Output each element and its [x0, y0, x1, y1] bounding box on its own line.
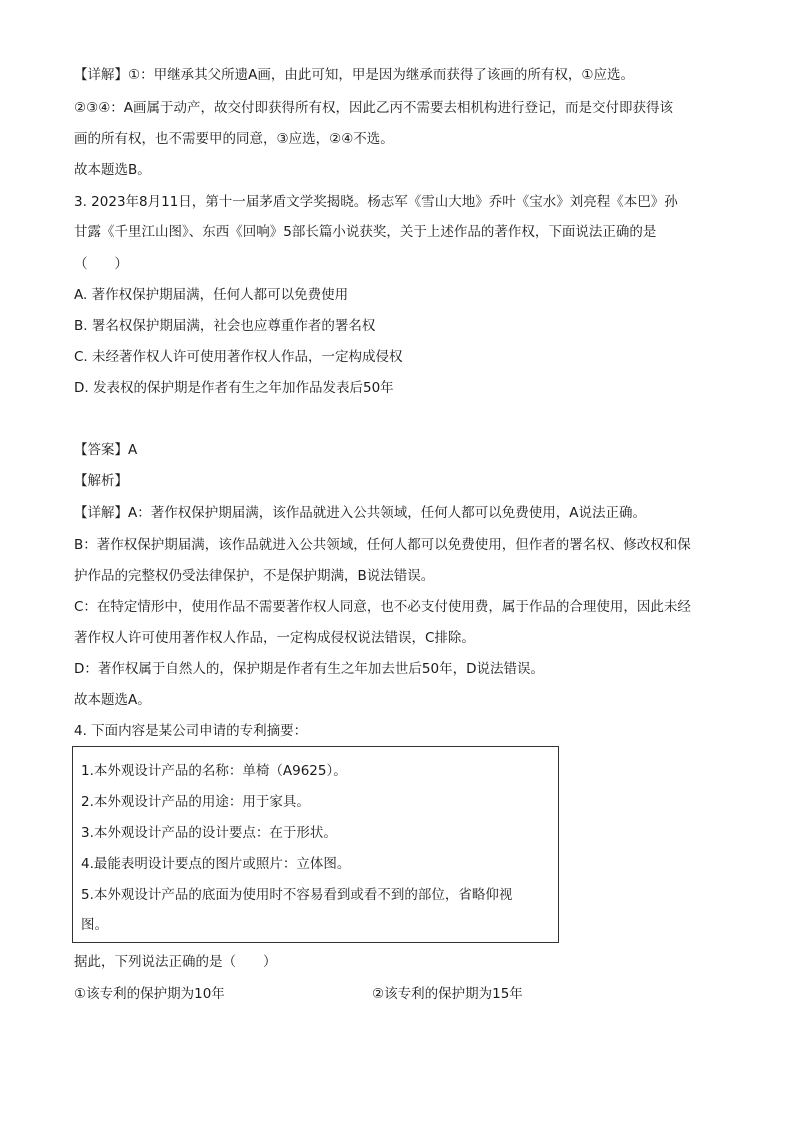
- q3-option-d: D. 发表权的保护期是作者有生之年加作品发表后50年: [74, 380, 394, 396]
- q3-bracket: （ ）: [74, 256, 128, 272]
- q3-stem-2: 甘露《千里江山图》、东西《回响》5部长篇小说获奖，关于上述作品的著作权，下面说法正确的是: [74, 224, 657, 240]
- q3-analysis: 【解析】: [74, 473, 128, 489]
- box-item-5b: 图。: [81, 917, 108, 933]
- q3-detail-4: D：著作权属于自然人的，保护期是作者有生之年加去世后50年，D说法错误。: [74, 661, 544, 677]
- q4-choice-1: ①该专利的保护期为10年: [74, 986, 225, 1002]
- q4-stem: 4. 下面内容是某公司申请的专利摘要：: [74, 723, 308, 739]
- prev-conclusion: 故本题选B。: [74, 162, 151, 178]
- q4-prompt: 据此，下列说法正确的是（ ）: [74, 954, 277, 970]
- prev-detail-1: 【详解】①：甲继承其父所遗A画，由此可知，甲是因为继承而获得了该画的所有权，①应选。: [74, 67, 634, 83]
- q3-option-c: C. 未经著作权人许可使用著作权人作品，一定构成侵权: [74, 349, 403, 365]
- q3-option-b: B. 署名权保护期届满，社会也应尊重作者的署名权: [74, 318, 376, 334]
- q3-detail-1: 【详解】A：著作权保护期届满，该作品就进入公共领域，任何人都可以免费使用，A说法正确。: [74, 505, 646, 521]
- box-item-3: 3.本外观设计产品的设计要点：在于形状。: [81, 825, 337, 841]
- q3-detail-2b: 护作品的完整权仍受法律保护，不是保护期满，B说法错误。: [74, 568, 435, 584]
- q3-conclusion: 故本题选A。: [74, 692, 151, 708]
- box-item-2: 2.本外观设计产品的用途：用于家具。: [81, 794, 310, 810]
- q3-detail-3b: 著作权人许可使用著作权人作品，一定构成侵权说法错误，C排除。: [74, 630, 475, 646]
- q3-detail-3a: C：在特定情形中，使用作品不需要著作权人同意，也不必支付使用费，属于作品的合理使用，因此未经: [74, 599, 691, 615]
- q3-detail-2a: B：著作权保护期届满，该作品就进入公共领域，任何人都可以免费使用，但作者的署名权、修改权和保: [74, 537, 691, 553]
- box-item-5a: 5.本外观设计产品的底面为使用时不容易看到或看不到的部位，省略仰视: [81, 887, 513, 903]
- patent-summary-box: [72, 746, 559, 943]
- q4-choice-2: ②该专利的保护期为15年: [372, 986, 523, 1002]
- q3-answer: 【答案】A: [74, 442, 138, 458]
- box-item-1: 1.本外观设计产品的名称：单椅（A9625）。: [81, 763, 347, 779]
- q3-stem-1: 3. 2023年8月11日，第十一届茅盾文学奖揭晓。杨志军《雪山大地》乔叶《宝水》刘亮程《本巴》孙: [74, 194, 678, 210]
- q3-option-a: A. 著作权保护期届满，任何人都可以免费使用: [74, 287, 349, 303]
- box-item-4: 4.最能表明设计要点的图片或照片：立体图。: [81, 856, 351, 872]
- prev-detail-2b: 画的所有权，也不需要甲的同意，③应选，②④不选。: [74, 131, 394, 147]
- prev-detail-2a: ②③④：A画属于动产，故交付即获得所有权，因此乙丙不需要去相机构进行登记，而是交付即获得该: [74, 100, 674, 116]
